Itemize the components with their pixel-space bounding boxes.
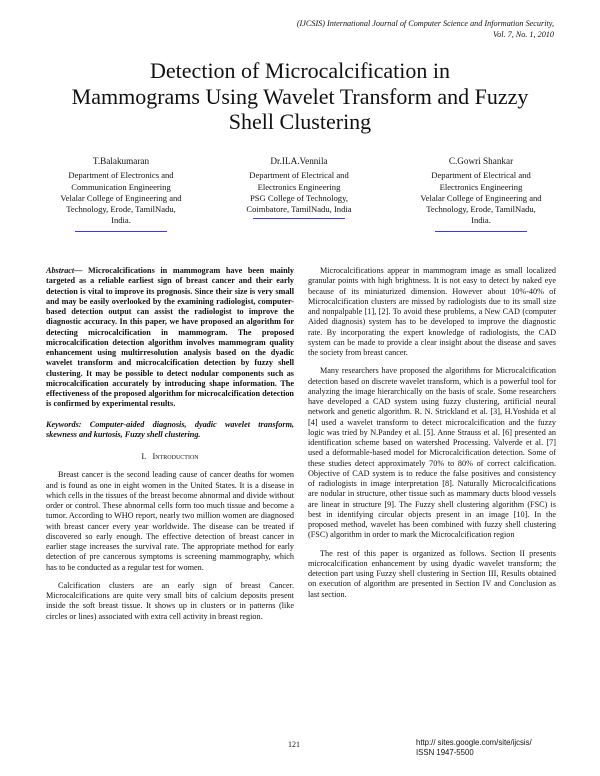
paragraph: The rest of this paper is organized as follows. Section II presents microcalcification enhancement by using dyadic wavelet transform; the detection part using Fuzzy shell clustering in Section III, Results obtained on execution of algorithm are presented in Section IV and Conclusion as last section. [308,548,556,599]
author-affiliation-line: PSG College of Technology, [250,192,348,203]
footer-url-link[interactable]: http:// sites.google.com/site/ijcsis/ [416,738,532,747]
right-column [308,266,556,600]
author-affiliation-line: Department of Electrical and [431,170,531,181]
left-column [46,266,294,622]
author-affiliation-line: Electronics Engineering [439,181,523,192]
author-name: T.Balakumaran [92,156,150,166]
paper-title [40,58,560,135]
author-affiliation-line: Velalar College of Engineering and [60,192,182,203]
author-block-3 [396,156,566,232]
author-affiliation-line: Velalar College of Engineering and [420,192,542,203]
author-affiliation-line: Technology, Erode, TamilNadu, [66,204,176,215]
author-affiliation-line: Communication Engineering [71,181,171,192]
author-affiliation-line: Coimbatore, TamilNadu, India [246,204,352,215]
author-affiliation-line: Department of Electrical and [249,170,349,181]
page-number: 121 [288,740,300,749]
paragraph: Microcalcifications appear in mammogram image as small localized granular points with high brightness. It is not easy to detect by naked eye because of its miniaturized dimension. However about 10%-40% of Microcalcification clusters are missed by radiologists due to its small size and nonpalpable [1], [2]. To avoid these problems, a New CAD (computer Aided diagnosis) system has to be developed to improve the diagnostic rate. By incorporating the expert knowledge of radiologists, the CAD system can be made to provide a clear insight about the disease and saves the society from breast cancer. [308,266,556,357]
section-heading [46,452,294,462]
author-affiliation-line: Electronics Engineering [257,181,341,192]
footer-info [416,738,532,758]
abstract-text: Microcalcifications in mammogram have been mainly targeted as a reliable earliest sign of breast cancer and their early detection is vital to improve its prognosis. Since their size is very small and may be easily overlooked by the examining radiologist, computer-based detection output can assist the radiologist to improve the diagnostic accuracy. In this paper, we have proposed an algorithm for detecting microcalcification in mammogram. The proposed microcalcification detection algorithm involves mammogram quality enhancement using multirresolution analysis based on the dyadic wavelet transform and microcalcification detection by fuzzy shell clustering. It may be possible to detect nodular components such as microcalcification accurately by introducing shape information. The effectiveness of the proposed algorithm for microcalcification detection is confirmed by experimental results. [46,266,294,409]
author-affiliation-line: India. [111,215,131,226]
section-number: I. [141,452,147,461]
paragraph: Many researchers have proposed the algorithms for Microcalcification detection based on discrete wavelet transform, which is a powerful tool for analyzing the image hierarchically on the basis of scale. Some researchers have developed a CAD system using fuzzy clustering, artificial neural network and genetic algorithm. R. N. Strickland et al. [3], H.Yoshida et al [4] used a wavelet transform to detect microcalcification and the fuzzy logic was tried by N.Pandey et al. [5]. Anne Strauss et al. [6] presented an identification scheme based on watershed Processing. Valverde et al. [7] used a deformable-based model for Microcalcification detection. Some of these studies detect approximately 70% to 80% of correct calcification. Objective of CAD system is to reduce the false positives and consistency of radiologists in image interpretation [8]. Naturally Microcalcifications are nodular in structure, other tissue such as mammary ducts blood vessels are linear in structure [9]. The Fuzzy shell clustering algorithm (FSC) is best in identifying circular objects present in an image [10]. In the proposed method, wavelet has been combined with fuzzy shell clustering (FSC) algorithm in order to mark the Microcalcification region [308,366,556,540]
paragraph: Breast cancer is the second leading cause of cancer deaths for women and is found as one in eight women in the United States. It is a disease in which cells in the tissues of the breast become abnormal and divide without order or control. These abnormal cells form too much tissue and become a tumor. According to WHO report, nearly two million women are diagnosed with breast cancer every year worldwide. The disease can be treated if discovered so early enough. The effective detection of breast cancer in earlier stage increases the survival rate. The appropriate method for early detection of pre cancerous symptoms is screening mammography, which has to be conducted as a regular test for women. [46,470,294,572]
abstract-label: Abstract— [46,266,83,275]
abstract [46,266,294,410]
paragraph: Calcification clusters are an early sign of breast Cancer. Microcalcifications are quite very small bits of calcium deposits present inside the soft breast tissue. It shows up in clusters or in patterns (like circles or lines) associated with extra cell activity in breast region. [46,580,294,621]
journal-name: (IJCSIS) International Journal of Computer Science and Information Security, [296,19,554,28]
journal-volume: Vol. 7, No. 1, 2010 [493,30,554,39]
author-block-1 [36,156,206,232]
title-line-1: Detection of Microcalcification in [150,58,450,83]
title-line-2: Mammograms Using Wavelet Transform and Fuzzy [71,83,529,109]
author-email-link[interactable] [75,231,167,232]
author-affiliation-line: India. [471,215,491,226]
section-title: Introduction [152,452,199,461]
author-affiliation-line: Technology, Erode, TamilNadu, [426,204,536,215]
keywords: Keywords: Computer-aided diagnosis, dyadic wavelet transform, skewness and kurtosis, Fuzzy shell clustering. [46,419,294,439]
footer-issn: ISSN 1947-5500 [416,748,474,757]
author-affiliation-line: Department of Electronics and [68,170,174,181]
journal-header [154,18,554,40]
author-email-link[interactable] [435,231,527,232]
author-block-2 [214,156,384,219]
author-name: Dr.ILA.Vennila [270,156,328,166]
author-email-link[interactable] [253,218,345,219]
title-line-3: Shell Clustering [228,109,372,134]
author-name: C.Gowri Shankar [448,156,514,166]
